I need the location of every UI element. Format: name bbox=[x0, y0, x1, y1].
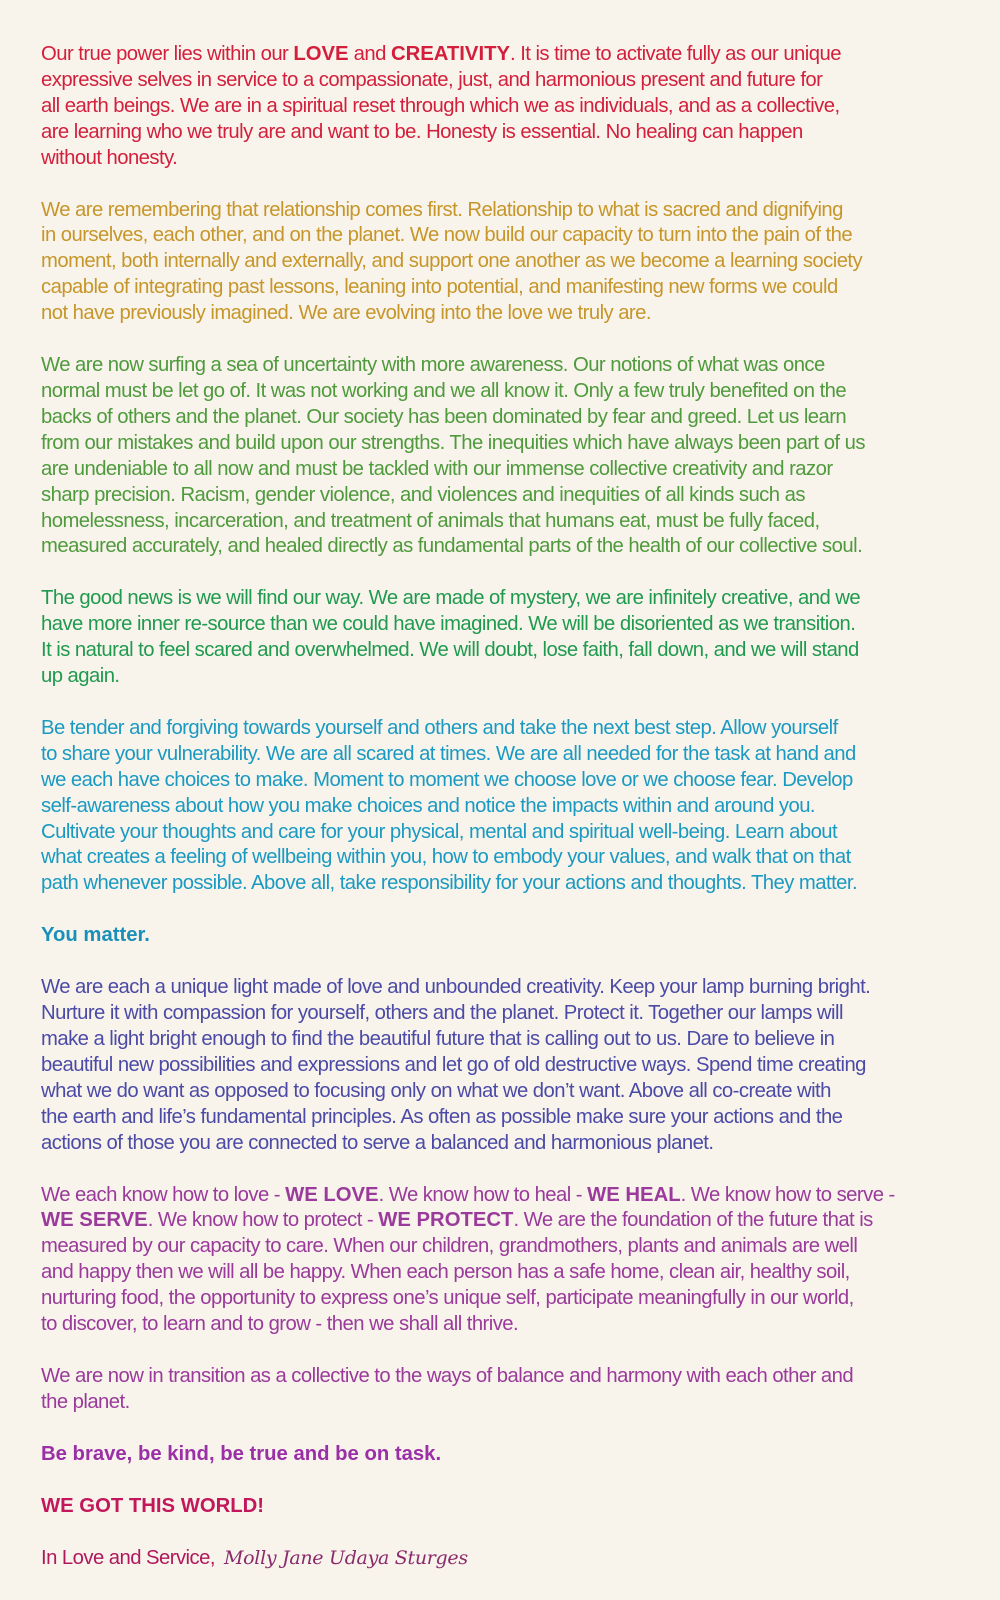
paragraph-you-matter: You matter. bbox=[41, 924, 150, 947]
paragraph-power bbox=[41, 42, 964, 172]
text: . We know how to heal - bbox=[378, 1183, 588, 1206]
emphasis-we-love: WE LOVE bbox=[285, 1183, 379, 1206]
paragraph-relationship: We are remembering that relationship comes first. Relationship to what is sacred and dignifying in ourselves, each other, and on the planet. We now build our capacity to turn into the pain of the moment, both internally and externally, and support one another as we become a learning society capable of integrating past lessons, leaning into potential, and manifesting new forms we could not have previously imagined. We are evolving into the love we truly are. bbox=[41, 198, 863, 325]
text: . We know how to serve - bbox=[680, 1183, 895, 1206]
paragraph-we-know bbox=[41, 1183, 964, 1338]
paragraph-transition: We are now in transition as a collective to the ways of balance and harmony with each other and the planet. bbox=[41, 1364, 854, 1413]
text: . We know how to protect - bbox=[147, 1209, 379, 1232]
paragraph-we-got-this-world: WE GOT THIS WORLD! bbox=[41, 1494, 265, 1517]
paragraph-uncertainty: We are now surfing a sea of uncertainty with more awareness. Our notions of what was once normal must be let go of. It was not working and we all know it. Only a few truly benefited on the backs of others and the planet. Our society has been dominated by fear and greed. Let us learn from our mistakes and build upon our strengths. The inequities which have always been part of us are undeniable to all now and must be tackled with our immense collective creativity and razor sharp precision. Racism, gender violence, and violences and inequities of all kinds such as homelessness, incarceration, and treatment of animals that humans eat, must be fully faced, measured accurately, and healed directly as fundamental parts of the health of our collective soul. bbox=[41, 354, 865, 558]
closing-salutation: In Love and Service, bbox=[41, 1546, 215, 1569]
text: Our true power lies within our bbox=[41, 43, 294, 65]
paragraph-unique-light: We are each a unique light made of love and unbounded creativity. Keep your lamp burning bright. Nurture it with compassion for yourself, others and the planet. Protect it. Together our lamps will make a light bright enough to find the beautiful future that is calling out to us. Dare to believe in beautiful new possibilities and expressions and let go of old destructive ways. Spend time creating what we do want as opposed to focusing only on what we don’t want. Above all co-create with the earth and life’s fundamental principles. As often as possible make sure your actions and the actions of those you are connected to serve a balanced and harmonious planet. bbox=[41, 976, 871, 1154]
closing bbox=[41, 1546, 964, 1572]
emphasis-we-protect: WE PROTECT bbox=[378, 1209, 514, 1232]
emphasis-creativity: CREATIVITY bbox=[390, 43, 511, 65]
text: and bbox=[348, 43, 391, 65]
paragraph-be-tender: Be tender and forgiving towards yourself and others and take the next best step. Allow yourself to share your vulnerability. We are all scared at times. We are all needed for the task at hand and we each have choices to make. Moment to moment we choose love or we choose fear. Develop self-awareness about how you make choices and notice the impacts within and around you. Cultivate your thoughts and care for your physical, mental and spiritual well-being. Learn about what creates a feeling of wellbeing within you, how to embody your values, and walk that on that path whenever possible. Above all, take responsibility for your actions and thoughts. They matter. bbox=[41, 716, 858, 895]
emphasis-we-serve: WE SERVE bbox=[41, 1209, 148, 1232]
paragraph-be-brave: Be brave, be kind, be true and be on task. bbox=[41, 1442, 442, 1465]
text: . We are the foundation of the future that is measured by our capacity to care. When our children, grandmothers, plants and animals are well and happy then we will all be happy. When each person has a safe home, clean air, healthy soil, nurturing food, the opportunity to express one’s unique self, participate meaningfully in our world, to discover, to learn and to grow - then we shall all thrive. bbox=[41, 1209, 873, 1336]
text: We each know how to love - bbox=[41, 1183, 286, 1206]
text: . It is time to activate fully as our unique expressive selves in service to a compassionate, just, and harmonious present and future for all earth beings. We are in a spiritual reset through which we as individuals, and as a collective, are learning who we truly are and want to be. Honesty is essential. No healing can happen without honesty. bbox=[41, 43, 841, 169]
emphasis-love: LOVE bbox=[293, 43, 349, 65]
emphasis-we-heal: WE HEAL bbox=[587, 1183, 681, 1206]
signature: Molly Jane Udaya Sturges bbox=[224, 1546, 468, 1569]
paragraph-good-news: The good news is we will find our way. We are made of mystery, we are infinitely creative, and we have more inner re-source than we could have imagined. We will be disoriented as we transition. It is natural to feel scared and overwhelmed. We will doubt, lose faith, fall down, and we will stand up again. bbox=[41, 587, 861, 688]
